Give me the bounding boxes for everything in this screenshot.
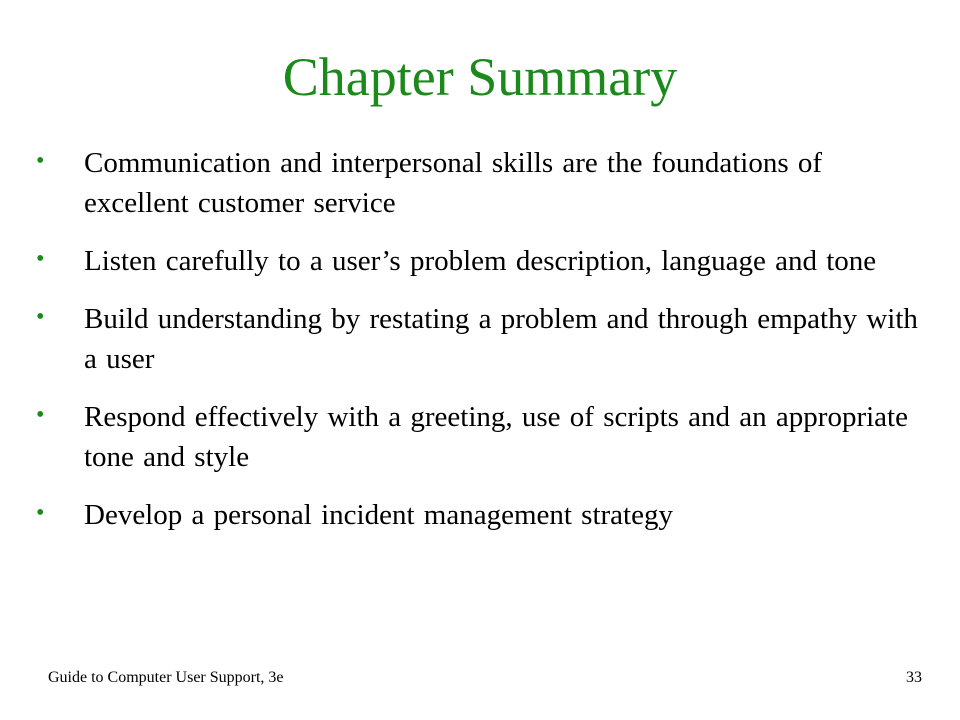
bullet-text: Listen carefully to a user’s problem description, language and tone [84, 245, 877, 277]
footer-page-number: 33 [906, 669, 922, 686]
bullet-item [30, 397, 930, 477]
bullet-item [30, 299, 930, 379]
slide-title: Chapter Summary [282, 47, 678, 107]
bullet-item [30, 495, 930, 535]
bullet-icon: • [36, 304, 45, 330]
bullet-text: Communication and interpersonal skills are the foundations of excellent customer service [84, 147, 823, 219]
bullet-icon: • [36, 500, 45, 526]
bullet-text: Build understanding by restating a problem and through empathy with a user [84, 303, 918, 375]
bullet-icon: • [36, 246, 45, 272]
bullet-item [30, 241, 930, 281]
bullet-text: Develop a personal incident management strategy [84, 499, 673, 531]
bullet-text: Respond effectively with a greeting, use of scripts and an appropriate tone and style [84, 401, 908, 473]
bullet-item [30, 143, 930, 223]
footer-book-title: Guide to Computer User Support, 3e [48, 669, 284, 686]
summary-bullet-list [30, 143, 930, 553]
bullet-icon: • [36, 148, 45, 174]
bullet-icon: • [36, 402, 45, 428]
